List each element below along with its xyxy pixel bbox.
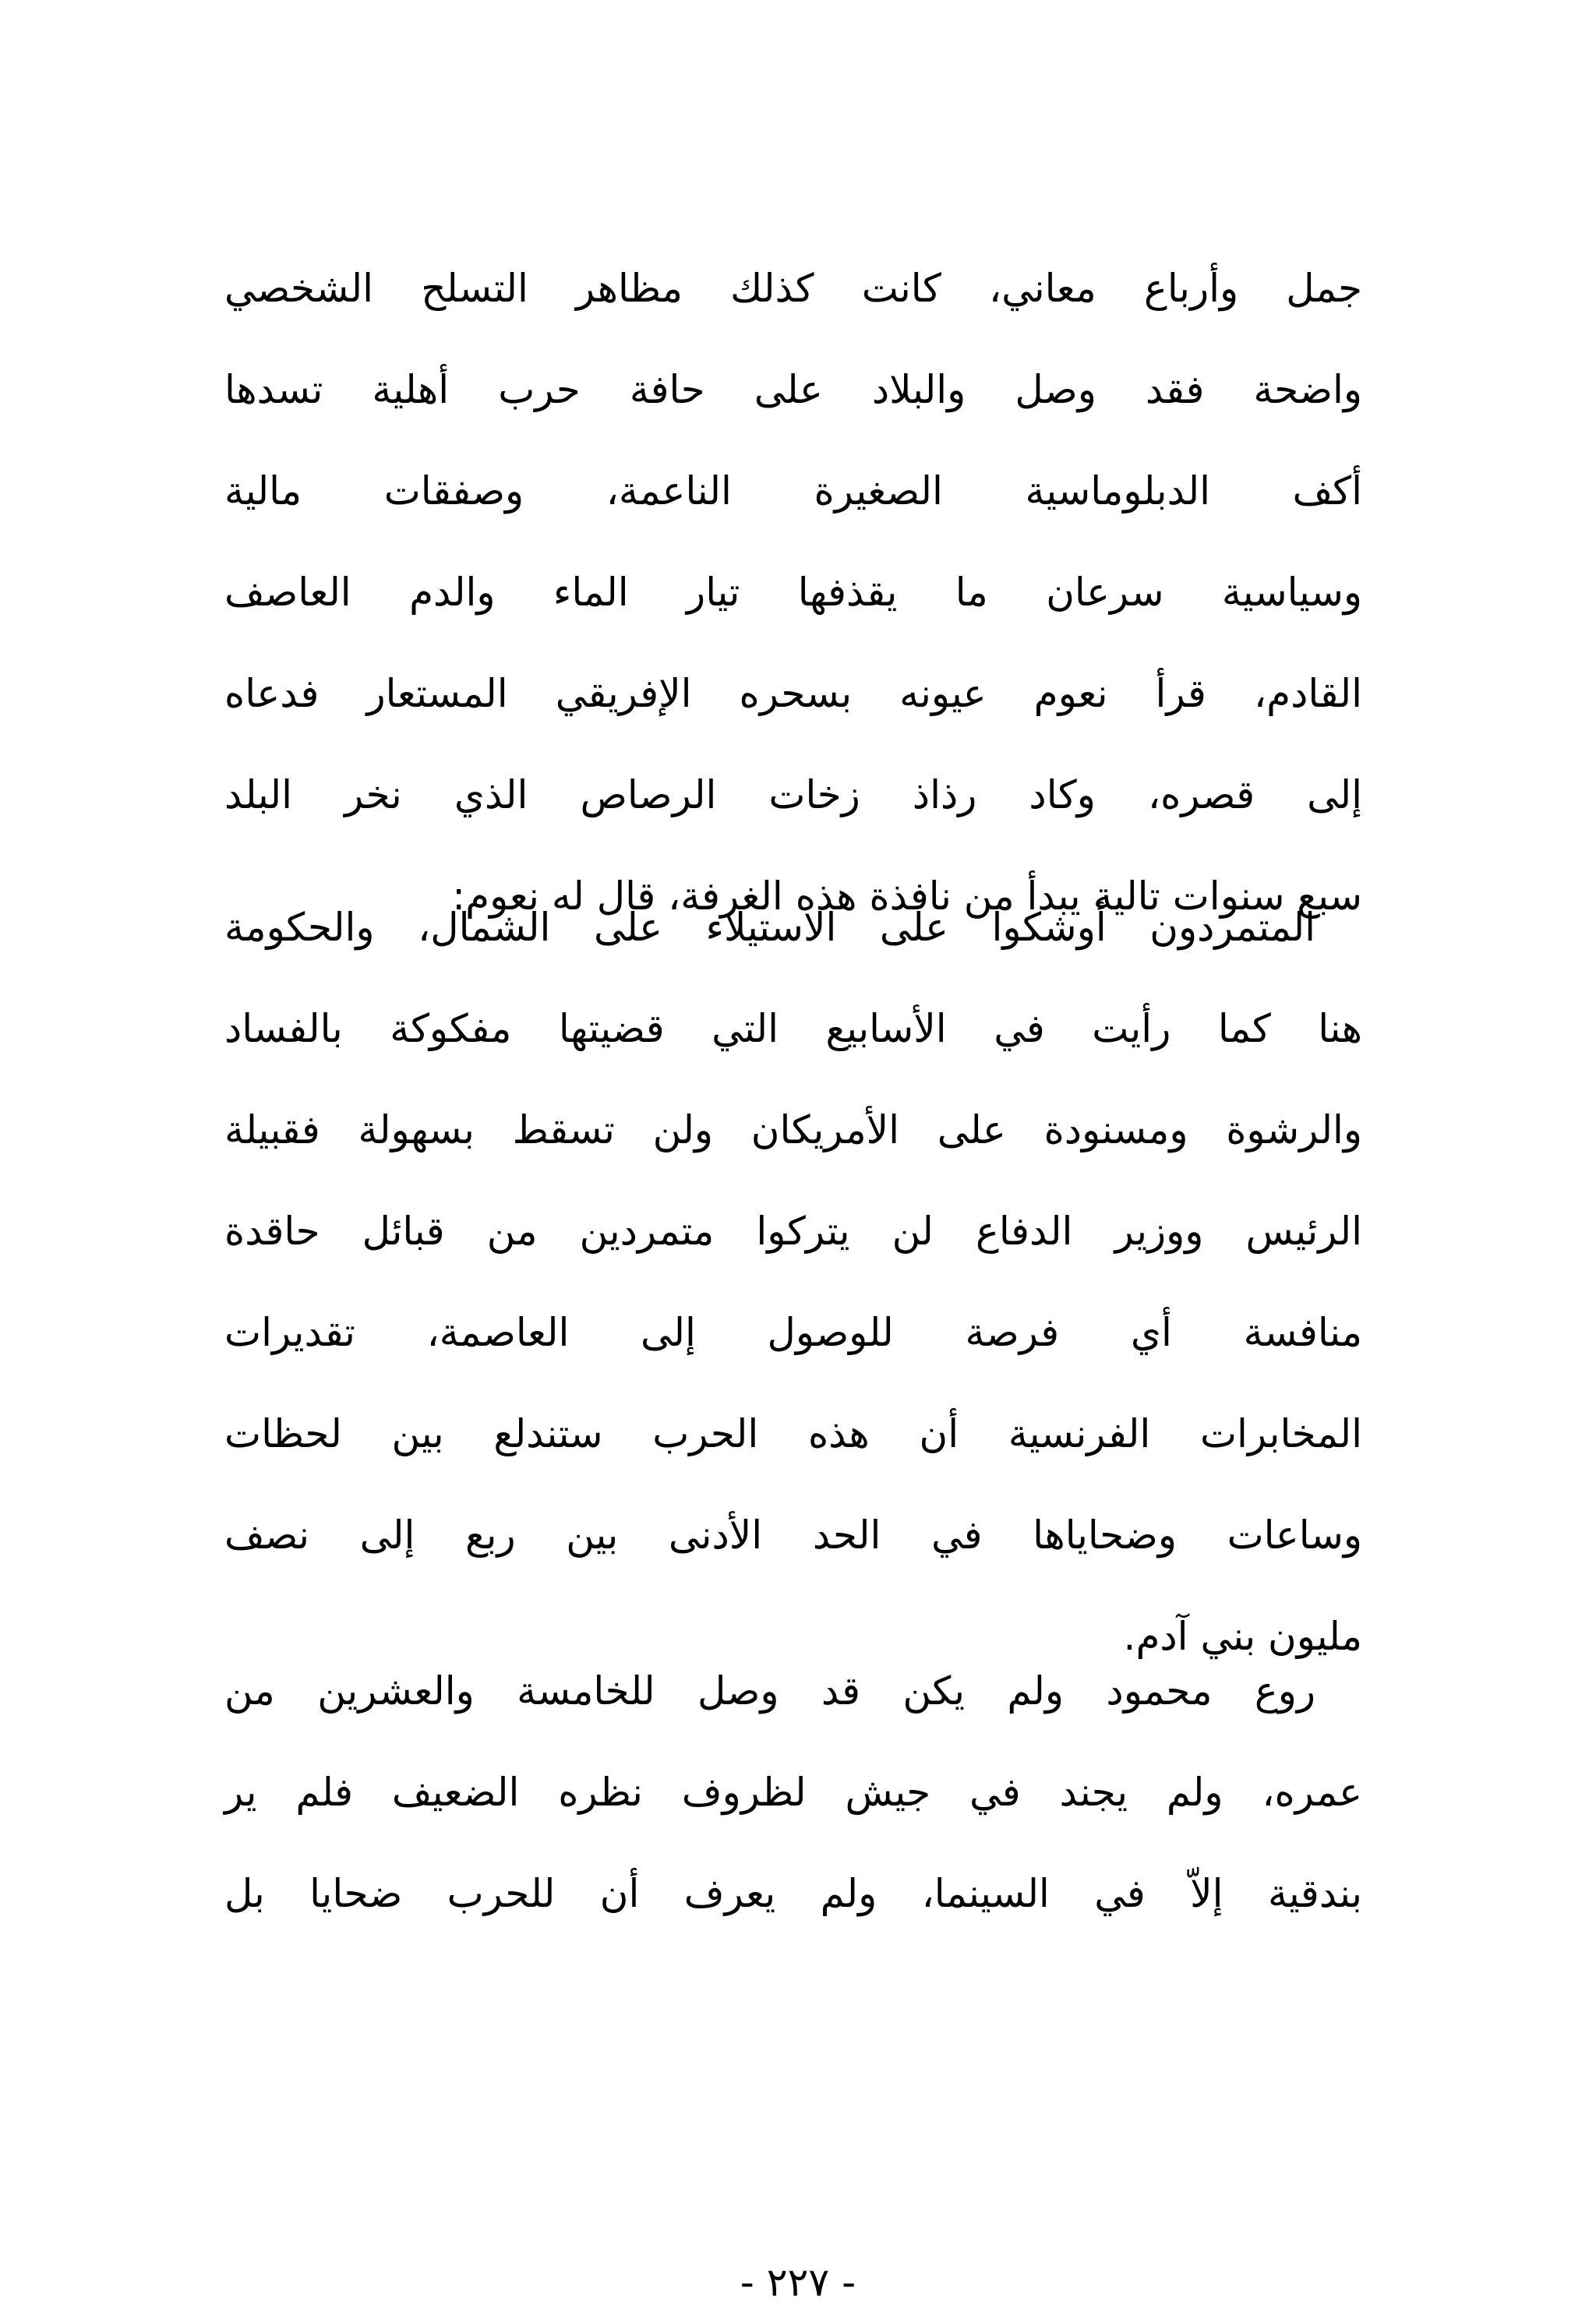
text-line: وسياسية سرعان ما يقذفها تيار الماء والدم العاصف [224,570,1362,615]
text-line: واضحة فقد وصل والبلاد على حافة حرب أهلية تسدها [224,367,1362,412]
text-line: هنا كما رأيت في الأسابيع التي قضيتها مفكوكة بالفساد [224,1006,1362,1051]
text-line: روع محمود ولم يكن قد وصل للخامسة والعشرين من [224,1668,1315,1714]
text-line: بندقية إلاّ في السينما، ولم يعرف أن للحرب ضحايا بل [224,1871,1362,1916]
paragraph-2 [224,877,1362,1687]
text-line: سبع سنوات تالية يبدأ من نافذة هذه الغرفة، قال له نعوم: [452,874,1362,919]
text-line: الرئيس ووزير الدفاع لن يتركوا متمردين من قبائل حاقدة [224,1209,1362,1254]
paragraph-3 [224,1640,1362,1944]
text-line: أكف الدبلوماسية الصغيرة الناعمة، وصفقات مالية [224,468,1362,514]
text-line: منافسة أي فرصة للوصول إلى العاصمة، تقديرات [224,1310,1362,1355]
text-line: القادم، قرأ نعوم عيونه بسحره الإفريقي المستعار فدعاه [224,671,1362,716]
text-line: والرشوة ومسنودة على الأمريكان ولن تسقط بسهولة فقبيلة [224,1107,1362,1152]
text-line: إلى قصره، وكاد رذاذ زخات الرصاص الذي نخر البلد [224,772,1362,817]
text-line: المتمردون أوشكوا على الاستيلاء على الشمال، والحكومة [224,905,1315,950]
text-line: وساعات وضحاياها في الحد الأدنى بين ربع إلى نصف [224,1513,1362,1558]
text-line: مليون بني آدم. [1123,1614,1362,1659]
text-line: جمل وأرباع معاني، كانت كذلك مظاهر التسلح الشخصي [224,266,1362,311]
text-line: المخابرات الفرنسية أن هذه الحرب ستندلع بين لحظات [224,1411,1362,1456]
paragraph-1 [224,238,1362,947]
page-number: - ٢٢٧ - [740,2260,856,2305]
text-line: عمره، ولم يجند في جيش لظروف نظره الضعيف فلم ير [224,1770,1362,1815]
